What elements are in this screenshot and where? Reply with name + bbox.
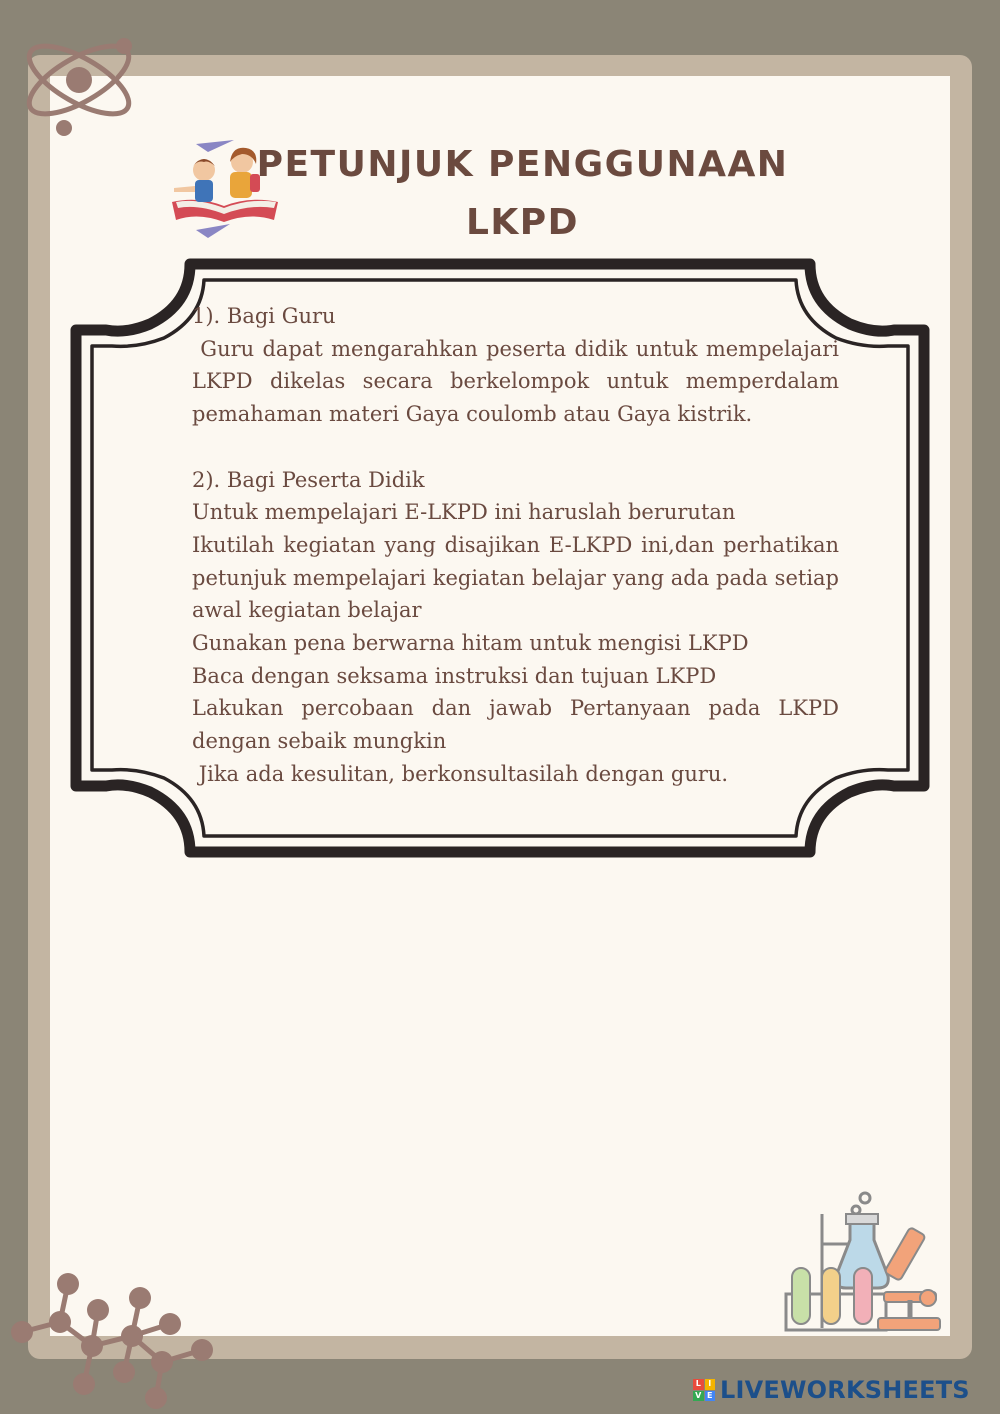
liveworksheets-brand[interactable] [693, 1374, 970, 1406]
siswa-heading: 2). Bagi Peserta Didik [192, 467, 425, 492]
siswa-item: Jika ada kesulitan, berkonsultasilah dengan guru. [198, 761, 729, 786]
title-line-1: PETUNJUK PENGGUNAAN [256, 144, 789, 185]
liveworksheets-logo-icon: L I V E [693, 1379, 715, 1401]
siswa-item: Ikutilah kegiatan yang disajikan E-LKPD ini,dan perhatikan petunjuk mempelajari kegiatan belajar yang ada pada setiap awal kegiatan belajar [192, 532, 839, 623]
siswa-item: Gunakan pena berwarna hitam untuk mengisi LKPD [192, 631, 749, 656]
page-title [255, 136, 790, 252]
lab-equipment-icon [780, 1188, 948, 1336]
instruction-content [192, 300, 839, 791]
guru-heading: 1). Bagi Guru [192, 304, 336, 328]
section-spacer [192, 431, 839, 464]
siswa-item: Lakukan percobaan dan jawab Pertanyaan pada LKPD dengan sebaik mungkin [192, 696, 839, 754]
guru-paragraph: Guru dapat mengarahkan peserta didik untuk mempelajari LKPD dikelas secara berkelompok untuk memperdalam pemahaman materi Gaya coulomb atau Gaya kistrik. [192, 336, 839, 427]
atom-icon [14, 18, 144, 143]
siswa-item: Baca dengan seksama instruksi dan tujuan LKPD [192, 663, 717, 688]
molecule-icon [0, 1262, 230, 1414]
siswa-item: Untuk mempelajari E-LKPD ini haruslah berurutan [192, 500, 736, 525]
title-line-2: LKPD [465, 202, 580, 243]
brand-name: LIVEWORKSHEETS [720, 1376, 970, 1404]
